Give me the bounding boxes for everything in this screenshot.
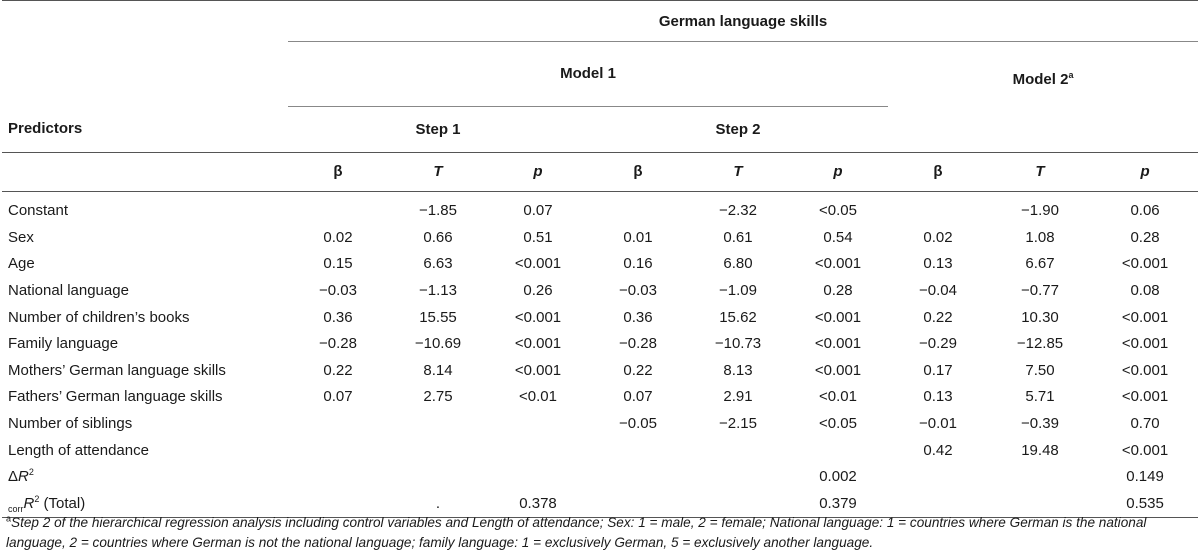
cell-beta-1: 0.22 [323,361,353,379]
step2-header: Step 2 [588,106,888,152]
corr-subscript: corr [8,503,24,514]
cell-beta-1: 0.02 [323,228,353,246]
cell-p-1: 0.378 [488,490,588,517]
table-row [2,304,1198,331]
cell-t-2 [688,463,788,490]
col-t-1: T [388,152,488,191]
predictor-label: Number of children’s books [8,308,190,326]
predictor-label: Sex [8,228,34,246]
cell-beta-1 [288,437,388,464]
r-variable: R [18,468,29,486]
cell-p-1 [488,410,588,437]
cell-p-3: 0.28 [1130,228,1160,246]
cell-p-3: 0.08 [1130,282,1160,300]
cell-t-2: 6.80 [723,255,753,273]
cell-p-3: <0.001 [1121,308,1169,326]
predictor-label: Age [8,255,35,273]
table-row [2,330,1198,357]
table-body [2,191,1198,517]
predictor-label: Constant [8,202,69,220]
cell-p-2: 0.54 [823,228,853,246]
group-header: German language skills [288,1,1198,42]
cell-beta-1 [288,410,388,437]
cell-t-1: 2.75 [423,388,453,406]
cell-beta-3: −0.29 [919,335,957,353]
cell-beta-2: −0.03 [619,282,657,300]
header-row-steps [2,106,1198,152]
model2-header [888,42,1198,107]
cell-t-3: 7.50 [1025,361,1055,379]
table-row [2,224,1198,251]
cell-t-2 [688,437,788,464]
cell-beta-1: 0.15 [323,255,353,273]
cell-p-3: 0.06 [1130,202,1160,220]
cell-beta-2: 0.36 [623,308,653,326]
cell-t-3: 19.48 [1021,441,1059,459]
total-suffix: (Total) [39,494,86,512]
col-p-2: p [788,152,888,191]
table-row [2,437,1198,464]
cell-beta-2: 0.07 [623,388,653,406]
cell-t-1: 8.14 [423,361,453,379]
cell-t-3: 6.67 [1025,255,1055,273]
model2-superscript: a [1068,70,1074,80]
cell-beta-3 [888,191,988,224]
cell-p-2: <0.05 [819,415,857,433]
cell-beta-2 [588,191,688,224]
cell-beta-2: 0.22 [623,361,653,379]
cell-beta-3: 0.13 [923,255,953,273]
table-row [2,357,1198,384]
cell-beta-2: −0.05 [619,415,657,433]
cell-t-3: −12.85 [1016,335,1064,353]
cell-p-2: <0.001 [814,308,862,326]
model2-step-blank [888,106,1198,152]
cell-p-2: <0.001 [814,335,862,353]
table-footnote [6,513,1192,553]
cell-beta-1: −0.28 [319,335,357,353]
cell-beta-3: 0.17 [923,361,953,379]
cell-t-1: −1.13 [419,282,457,300]
cell-p-1: <0.001 [514,335,562,353]
table-row [2,277,1198,304]
delta-symbol: Δ [8,468,19,486]
cell-p-1 [488,463,588,490]
cell-p-2: <0.001 [814,361,862,379]
r-superscript: 2 [34,493,40,504]
cell-t-1: . [388,490,488,517]
table-row [2,191,1198,224]
cell-beta-2: −0.28 [619,335,657,353]
cell-t-1 [388,410,488,437]
r-superscript: 2 [28,467,34,478]
cell-p-3: <0.001 [1121,255,1169,273]
header-row-models [2,42,1198,107]
cell-t-1: 6.63 [423,255,453,273]
cell-p-3: <0.001 [1121,441,1169,459]
predictor-label [2,463,288,490]
cell-p-1: 0.26 [523,282,553,300]
cell-p-1 [488,437,588,464]
cell-beta-1 [288,191,388,224]
col-p-1: p [488,152,588,191]
cell-t-3: −1.90 [1021,202,1059,220]
cell-t-2: −1.09 [719,282,757,300]
cell-p-3: <0.001 [1121,361,1169,379]
step1-header: Step 1 [288,106,588,152]
cell-p-3: <0.001 [1121,388,1169,406]
cell-t-3 [988,463,1092,490]
cell-t-1: 15.55 [419,308,457,326]
cell-p-3: 0.149 [1126,468,1164,486]
cell-beta-1 [288,463,388,490]
table-row [2,410,1198,437]
footnote-marker: a [6,513,12,524]
cell-p-2: 0.002 [819,468,857,486]
col-t-2: T [688,152,788,191]
cell-p-3: 0.535 [1092,490,1198,517]
cell-beta-3: 0.42 [923,441,953,459]
r-variable: R [23,494,35,512]
header-blank [2,1,288,42]
predictor-label: Length of attendance [8,441,149,459]
cell-t-3: −0.77 [1021,282,1059,300]
cell-t-2: 8.13 [723,361,753,379]
cell-beta-2 [588,463,688,490]
header-row-group [2,1,1198,42]
cell-p-1: 0.51 [523,228,553,246]
cell-p-1: 0.07 [523,202,553,220]
cell-p-2 [788,437,888,464]
cell-p-2: <0.001 [814,255,862,273]
cell-t-1: −1.85 [419,202,457,220]
col-beta-1: β [288,152,388,191]
cell-beta-2 [588,437,688,464]
header-row-stats [2,152,1198,191]
predictor-label: Number of siblings [8,415,133,433]
col-beta-2: β [588,152,688,191]
cell-beta-3 [888,463,988,490]
cell-p-2: 0.379 [788,490,888,517]
col-beta-3: β [888,152,988,191]
col-t-3: T [988,152,1092,191]
model1-header: Model 1 [288,42,888,107]
table-row [2,463,1198,490]
cell-p-1: <0.001 [514,361,562,379]
cell-p-2: 0.28 [823,282,853,300]
header-blank [2,42,288,107]
predictors-header: Predictors [2,106,288,152]
cell-t-2: 15.62 [719,308,757,326]
cell-t-1: −10.69 [414,335,462,353]
table-row [2,251,1198,278]
footnote-text: Step 2 of the hierarchical regression analysis including control variables and Length of attendance; Sex: 1 = male, 2 = female; National language: 1 = countries where German is the national language, 2 = countries where German is not the national language; family language: 1 = exclusively German, 5 = exclusively another language. [6,515,1147,550]
stat-header-blank [2,152,288,191]
cell-p-2: <0.05 [819,202,857,220]
cell-p-3: 0.70 [1130,415,1160,433]
cell-p-3: <0.001 [1121,335,1169,353]
cell-t-1 [388,437,488,464]
cell-p-1: <0.01 [519,388,557,406]
cell-t-3: 1.08 [1025,228,1055,246]
cell-t-3: 10.30 [1021,308,1059,326]
cell-beta-3: −0.04 [919,282,957,300]
cell-beta-2: 0.16 [623,255,653,273]
cell-t-1 [388,463,488,490]
cell-t-2: 2.91 [723,388,753,406]
cell-t-2: −2.15 [719,415,757,433]
cell-t-2: −2.32 [719,202,757,220]
table-row [2,384,1198,411]
cell-p-1: <0.001 [514,308,562,326]
cell-t-3: −0.39 [1021,415,1059,433]
regression-table [2,0,1198,518]
predictor-label: Fathers’ German language skills [8,388,223,406]
cell-t-2: −10.73 [714,335,762,353]
cell-t-2: 0.61 [723,228,753,246]
cell-p-1: <0.001 [514,255,562,273]
cell-t-1: 0.66 [423,228,453,246]
predictor-label: Family language [8,335,119,353]
cell-beta-3: 0.13 [923,388,953,406]
cell-beta-1: 0.07 [323,388,353,406]
cell-t-3: 5.71 [1025,388,1055,406]
cell-beta-1: 0.36 [323,308,353,326]
cell-beta-1: −0.03 [319,282,357,300]
cell-beta-3: 0.02 [923,228,953,246]
predictor-label: Mothers’ German language skills [8,361,226,379]
cell-beta-3: −0.01 [919,415,957,433]
cell-beta-2: 0.01 [623,228,653,246]
predictor-label: National language [8,282,129,300]
cell-beta-3: 0.22 [923,308,953,326]
cell-p-2: <0.01 [819,388,857,406]
model2-label: Model 2 [1012,71,1069,88]
col-p-3: p [1092,152,1198,191]
